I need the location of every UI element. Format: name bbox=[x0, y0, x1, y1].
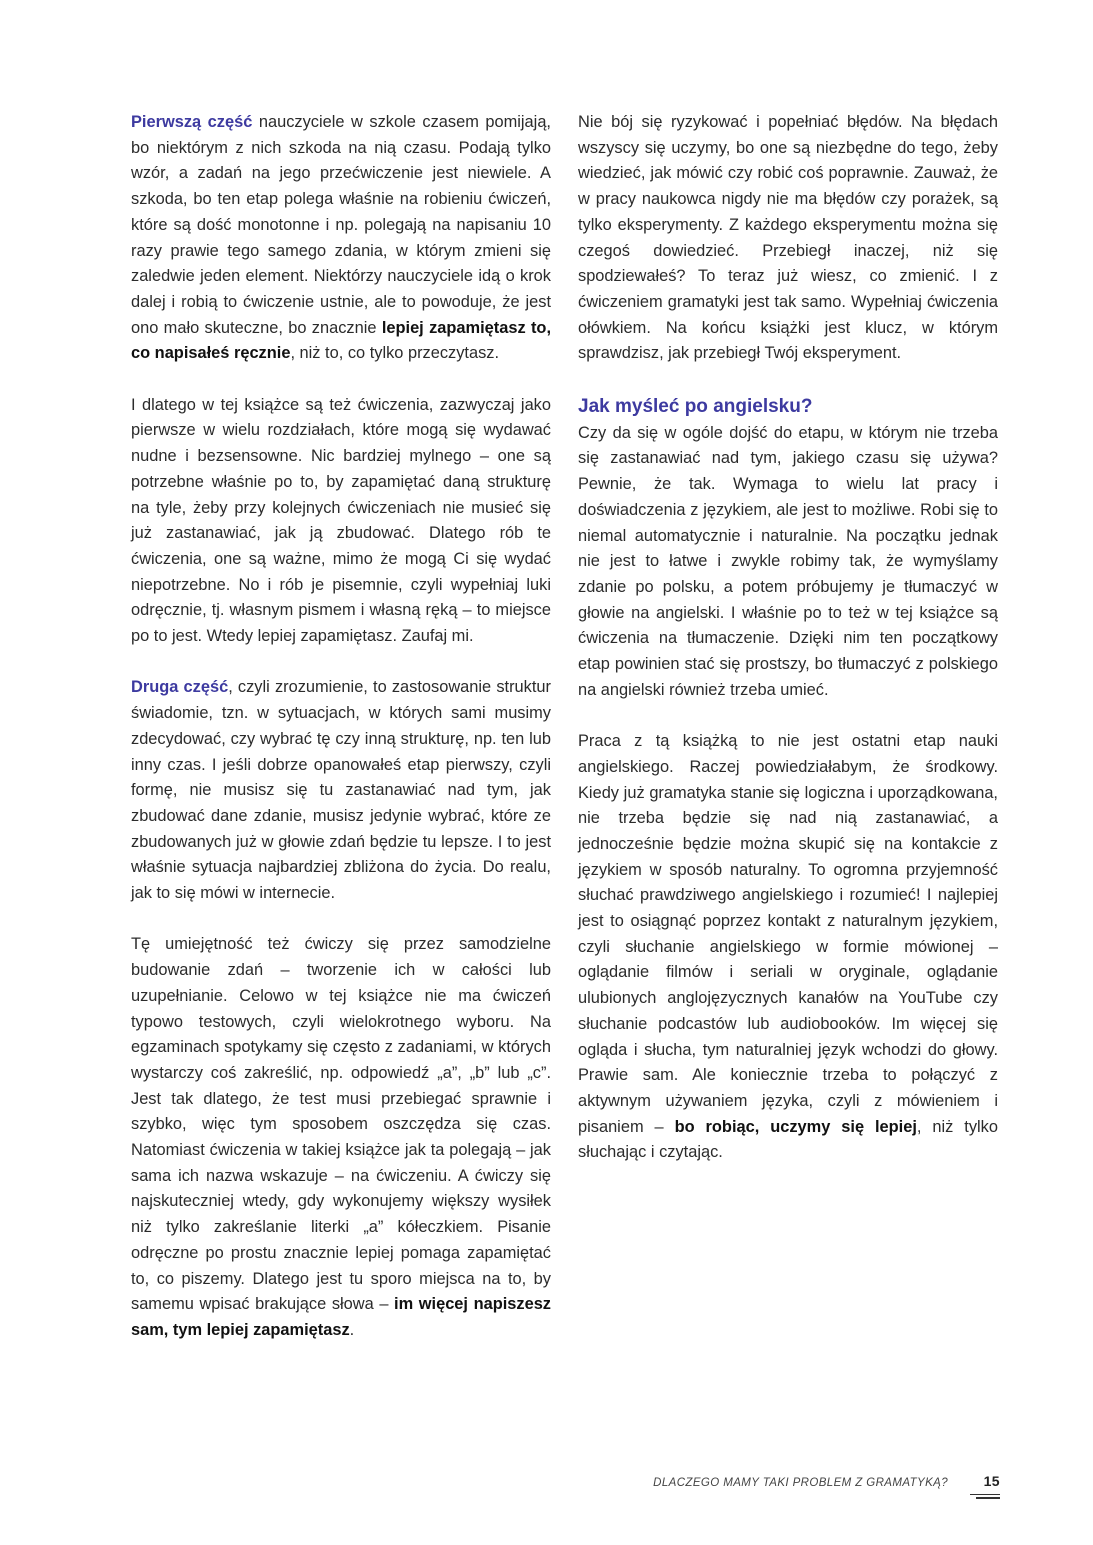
paragraph bbox=[131, 110, 551, 367]
left-column bbox=[131, 110, 551, 1369]
paragraph bbox=[131, 932, 551, 1343]
paragraph-text: , czyli zrozumienie, to zastosowanie struktur świadomie, tzn. w sytuacjach, w których sami musimy zdecydować, czy wybrać tę czy inną strukturę, np. ten lub inny czas. I jeśli dobrze opanowałeś etap pierwszy, czyli formę, nie musisz się tu zastanawiać nad tym, jak zbudować dane zdanie, musisz jedynie wybrać, które ze zbudowanych już w głowie zdań będzie tu lepsze. I to jest właśnie sytuacja najbardziej zbliżona do życia. Do realu, jak to się mówi w internecie. bbox=[131, 678, 551, 903]
right-column bbox=[578, 110, 998, 1192]
lead-phrase: Druga część bbox=[131, 678, 229, 697]
section-heading: Jak myśleć po angielsku? bbox=[578, 395, 813, 417]
paragraph: Czy da się w ogóle dojść do etapu, w którym nie trzeba się zastanawiać nad tym, jakiego czasu się używa? Pewnie, że tak. Wymaga to wielu lat pracy i doświadczenia z językiem, ale jest to możliwe. Robi się to niemal automatycznie i naturalnie. Na początku jednak nie jest to łatwe i zwykle robimy tak, że wymyślamy zdanie po polsku, a potem próbujemy je tłumaczyć w głowie na angielski. I właśnie po to też w tej książce są ćwiczenia na tłumaczenie. Dzięki nim ten początkowy etap powinien stać się prostszy, bo tłumaczyć z polskiego na angielski również trzeba umieć. bbox=[578, 423, 998, 699]
bold-emphasis: im więcej napiszesz sam, tym lepiej zapamiętasz bbox=[131, 1295, 552, 1339]
footer-underline-decoration bbox=[970, 1492, 1000, 1499]
page-number: 15 bbox=[983, 1473, 1000, 1489]
paragraph-text: nauczyciele w szkole czasem pomijają, bo niektórym z nich szkoda na nią czasu. Podają tylko wzór, a zadań na jego przećwiczenie jest niewiele. A szkoda, bo ten etap polega właśnie na robieniu ćwiczeń, które są dość monotonne i np. polegają na napisaniu 10 razy prawie tego samego zdania, w którym zmieni się zaledwie jeden element. Niektórzy nauczyciele idą o krok dalej i robią to ćwiczenie ustnie, ale to powoduje, że jest ono mało skuteczne, bo znacznie bbox=[131, 113, 551, 337]
paragraph bbox=[578, 729, 998, 1166]
bold-emphasis: lepiej zapamiętasz to, co napisałeś ręcznie bbox=[131, 318, 551, 363]
paragraph-text: , niż tylko słuchając i czytając. bbox=[578, 1117, 998, 1162]
paragraph-text: , niż to, co tylko przeczytasz. bbox=[290, 344, 500, 363]
page-footer bbox=[560, 1473, 1000, 1489]
running-title: DLACZEGO MAMY TAKI PROBLEM Z GRAMATYKĄ? bbox=[653, 1477, 949, 1489]
paragraph-text: Praca z tą książką to nie jest ostatni etap nauki angielskiego. Raczej powiedziałabym, że środkowy. Kiedy już gramatyka stanie się logiczna i uporządkowana, nie trzeba będzie się nad nią zastanawiać, a jednocześnie będzie można skupić się na kontakcie z językiem w sposób naturalny. To ogromna przyjemność słuchać prawdziwego angielskiego i rozumieć! I najlepiej jest to osiągnąć poprzez kontakt z naturalnym językiem, czyli słuchanie angielskiego w formie mówionej – oglądanie filmów i seriali w oryginale, oglądanie ulubionych anglojęzycznych kanałów na YouTube czy słuchanie podcastów lub audiobooków. Im więcej się ogląda i słucha, tym naturalniej język wchodzi do głowy. Prawie sam. Ale koniecznie trzeba to połączyć z aktywnym używaniem języka, czyli z mówieniem i pisaniem – bbox=[578, 732, 998, 1136]
paragraph-text: . bbox=[349, 1321, 355, 1339]
lead-phrase: Pierwszą część bbox=[131, 113, 253, 131]
paragraph: Nie bój się ryzykować i popełniać błędów. Na błędach wszyscy się uczymy, bo one są niezbędne do tego, żeby wiedzieć, jak mówić czy robić coś poprawnie. Zauważ, że w pracy naukowca nigdy nie ma błędów czy porażek, są tylko eksperymenty. Z każdego eksperymentu można się czegoś dowiedzieć. Przebiegł inaczej, niż się spodziewałeś? To teraz już wiesz, co zmienić. I z ćwiczeniem gramatyki jest tak samo. Wypełniaj ćwiczenia ołówkiem. Na końcu książki jest klucz, w którym sprawdzisz, jak przebiegł Twój eksperyment. bbox=[578, 113, 998, 363]
bold-emphasis: bo robiąc, uczymy się lepiej bbox=[674, 1117, 917, 1136]
paragraph: I dlatego w tej książce są też ćwiczenia, zazwyczaj jako pierwsze w wielu rozdziałach, które mogą się wydawać nudne i bezsensowne. Nic bardziej mylnego – one są potrzebne właśnie po to, by zapamiętać daną strukturę na tyle, żeby przy kolejnych ćwiczeniach nie musieć się już zastanawiać, jak ją zbudować. Dlatego rób te ćwiczenia, one są ważne, mimo że mogą Ci się wydać niepotrzebne. No i rób je pisemnie, czyli wypełniaj luki odręcznie, tj. własnym pismem i własną ręką – to miejsce po to jest. Wtedy lepiej zapamiętasz. Zaufaj mi. bbox=[131, 395, 551, 646]
paragraph bbox=[131, 675, 551, 906]
paragraph-text: Tę umiejętność też ćwiczy się przez samodzielne budowanie zdań – tworzenie ich w całości lub uzupełnianie. Celowo w tej książce nie ma ćwiczeń typowo testowych, czyli wielokrotnego wyboru. Na egzaminach spotykamy się często z zadaniami, w których wystarczy coś zakreślić, np. odpowiedź „a”, „b” lub „c”. Jest tak dlatego, że test musi przebiegać sprawnie i szybko, więc tym sposobem oszczędza się czas. Natomiast ćwiczenia w takiej książce jak ta polegają – jak sama ich nazwa wskazuje – na ćwiczeniu. A ćwiczy się najskuteczniej wtedy, gdy wykonujemy większy wysiłek niż tylko zakreślanie literki „a” kółeczkiem. Pisanie odręczne po prostu znacznie lepiej pomaga zapamiętać to, co piszemy. Dlatego jest tu sporo miejsca na to, by samemu wpisać brakujące słowa – bbox=[131, 935, 551, 1314]
